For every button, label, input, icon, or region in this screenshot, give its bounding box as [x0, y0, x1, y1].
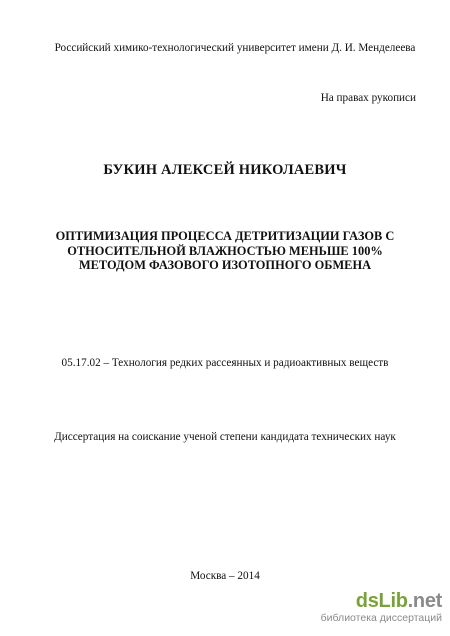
rights-note: На правах рукописи: [320, 92, 416, 104]
dissertation-title: [0, 229, 450, 273]
university-name: Российский химико-технологический университет имени Д. И. Менделеева: [54, 42, 416, 54]
title-line: ОТНОСИТЕЛЬНОЙ ВЛАЖНОСТЬЮ МЕНЬШЕ 100%: [67, 243, 383, 258]
degree-statement: Диссертация на соискание ученой степени кандидата технических наук: [54, 431, 396, 443]
city-year: Москва – 2014: [190, 570, 260, 582]
specialty-code: 05.17.02 – Технология редких рассеянных и радиоактивных веществ: [61, 357, 389, 369]
watermark-logo: [356, 590, 442, 613]
title-line: МЕТОДОМ ФАЗОВОГО ИЗОТОПНОГО ОБМЕНА: [78, 258, 372, 272]
author-name: БУКИН АЛЕКСЕЙ НИКОЛАЕВИЧ: [103, 162, 347, 178]
dslib-watermark: [320, 590, 442, 626]
title-line: ОПТИМИЗАЦИЯ ПРОЦЕССА ДЕТРИТИЗАЦИИ ГАЗОВ С: [55, 229, 395, 243]
watermark-tagline: библиотека диссертаций: [320, 612, 442, 624]
watermark-logo-part2: .net: [407, 590, 442, 612]
watermark-logo-part1: dsLib: [355, 590, 408, 612]
